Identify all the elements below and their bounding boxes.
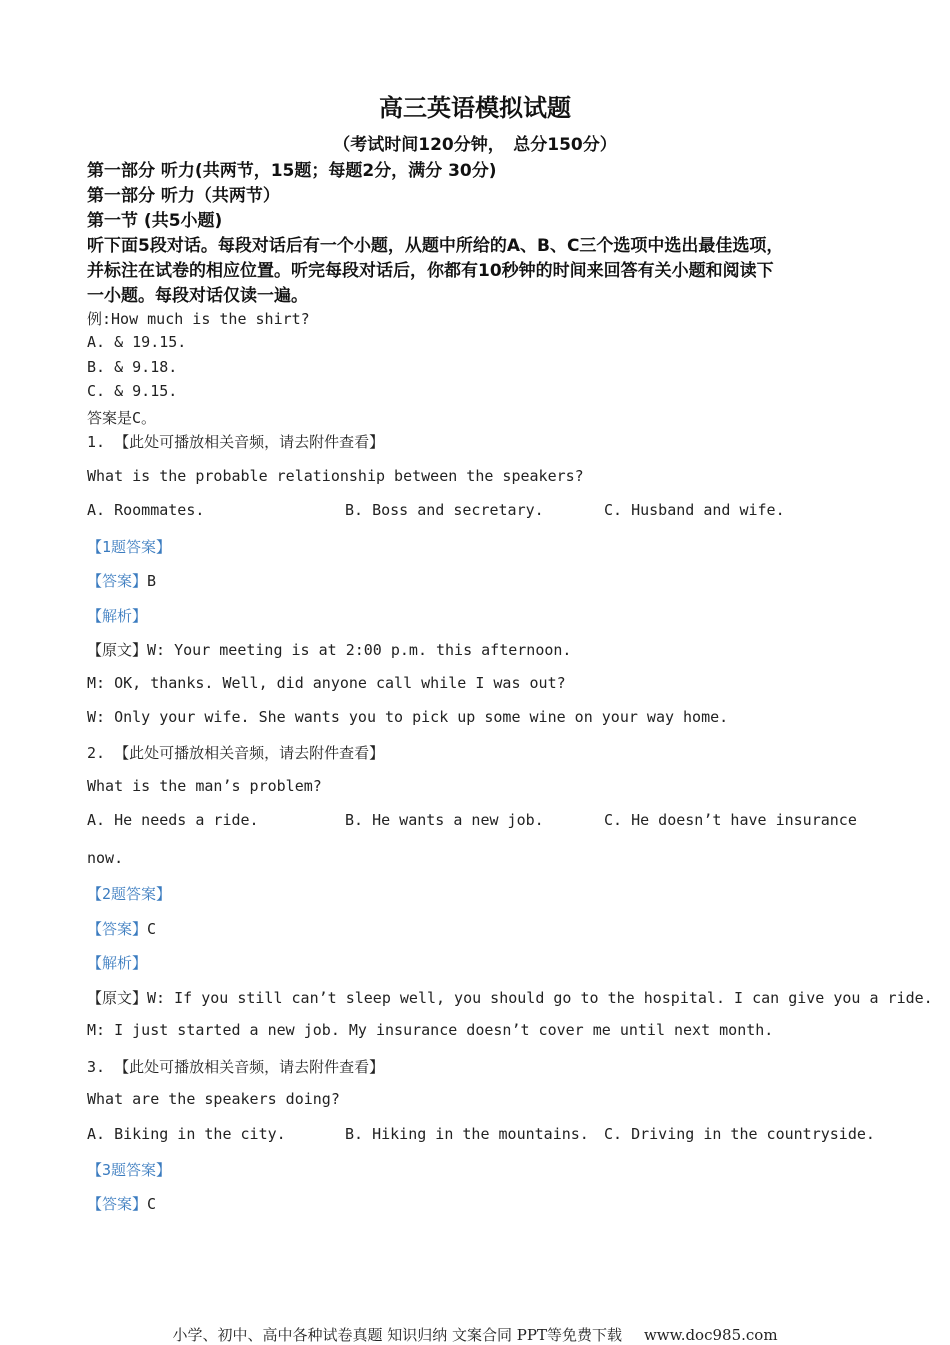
- q3-option-c: C. Driving in the countryside.: [604, 1125, 875, 1143]
- q2-transcript-line-1: [87, 987, 933, 1008]
- example-option-a: A. & 19.15.: [87, 333, 187, 351]
- q3-audio-note[interactable]: 3. 【此处可播放相关音频，请去附件查看】: [87, 1058, 385, 1076]
- q2-option-c: C. He doesn’t have insurance: [604, 811, 857, 829]
- instructions-line-3: 一小题。每段对话仅读一遍。: [87, 286, 308, 306]
- q1-transcript-line-2: M: OK, thanks. Well, did anyone call while I was out?: [87, 674, 566, 692]
- q3-option-a: A. Biking in the city.: [87, 1125, 286, 1143]
- q1-answer-heading: 【1题答案】: [87, 538, 172, 556]
- answer-value: C: [147, 920, 157, 938]
- original-tag: 【原文】: [87, 989, 148, 1007]
- q3-option-b: B. Hiking in the mountains.: [345, 1125, 589, 1143]
- q1-question: What is the probable relationship between the speakers?: [87, 467, 584, 485]
- q2-option-b: B. He wants a new job.: [345, 811, 544, 829]
- answer-tag: 【答案】: [87, 572, 148, 590]
- answer-value: C: [147, 1195, 157, 1213]
- q1-option-b: B. Boss and secretary.: [345, 501, 544, 519]
- q2-option-a: A. He needs a ride.: [87, 811, 259, 829]
- original-tag: 【原文】: [87, 641, 148, 659]
- q1-analysis-tag: 【解析】: [87, 607, 148, 625]
- q1-answer: [87, 570, 156, 591]
- part-title: 第一部分 听力（共两节）: [87, 186, 280, 206]
- transcript-text: W: Your meeting is at 2:00 p.m. this afternoon.: [147, 641, 572, 659]
- q1-transcript-line-3: W: Only your wife. She wants you to pick up some wine on your way home.: [87, 708, 729, 726]
- q2-option-c-continuation: now.: [87, 849, 124, 867]
- page-title: 高三英语模拟试题: [379, 94, 571, 122]
- q2-transcript-line-2: M: I just started a new job. My insurance doesn’t cover me until next month.: [87, 1021, 774, 1039]
- q3-answer: [87, 1193, 156, 1214]
- q2-question: What is the man’s problem?: [87, 777, 322, 795]
- answer-tag: 【答案】: [87, 1195, 148, 1213]
- q2-answer: [87, 918, 156, 939]
- footer-text: 小学、初中、高中各种试卷真题 知识归纳 文案合同 PPT等免费下载: [172, 1326, 622, 1344]
- answer-value: B: [147, 572, 157, 590]
- instructions-line-2: 并标注在试卷的相应位置。听完每段对话后，你都有10秒钟的时间来回答有关小题和阅读下: [87, 261, 774, 281]
- q2-audio-note[interactable]: 2. 【此处可播放相关音频，请去附件查看】: [87, 744, 385, 762]
- section-header: 第一部分 听力(共两节，15题；每题2分，满分 30分): [87, 161, 497, 181]
- q2-answer-heading: 【2题答案】: [87, 885, 172, 903]
- example-option-c: C. & 9.15.: [87, 382, 178, 400]
- transcript-text: W: If you still can’t sleep well, you should go to the hospital. I can give you a ride.: [147, 989, 933, 1007]
- q1-transcript-line-1: [87, 639, 571, 660]
- q3-question: What are the speakers doing?: [87, 1090, 340, 1108]
- q1-option-a: A. Roommates.: [87, 501, 205, 519]
- instructions-line-1: 听下面5段对话。每段对话后有一个小题，从题中所给的A、B、C三个选项中选出最佳选项，: [87, 236, 784, 256]
- q1-option-c: C. Husband and wife.: [604, 501, 785, 519]
- example-question: 例:How much is the shirt?: [87, 310, 310, 328]
- page-footer: [0, 1324, 950, 1345]
- q2-analysis-tag: 【解析】: [87, 954, 148, 972]
- section1-title: 第一节 (共5小题): [87, 211, 223, 231]
- q1-audio-note[interactable]: 1. 【此处可播放相关音频，请去附件查看】: [87, 433, 385, 451]
- answer-tag: 【答案】: [87, 920, 148, 938]
- example-answer: 答案是C。: [87, 409, 157, 427]
- exam-info: （考试时间120分钟， 总分150分）: [333, 135, 617, 155]
- q3-answer-heading: 【3题答案】: [87, 1161, 172, 1179]
- example-option-b: B. & 9.18.: [87, 358, 178, 376]
- footer-link[interactable]: www.doc985.com: [643, 1326, 778, 1344]
